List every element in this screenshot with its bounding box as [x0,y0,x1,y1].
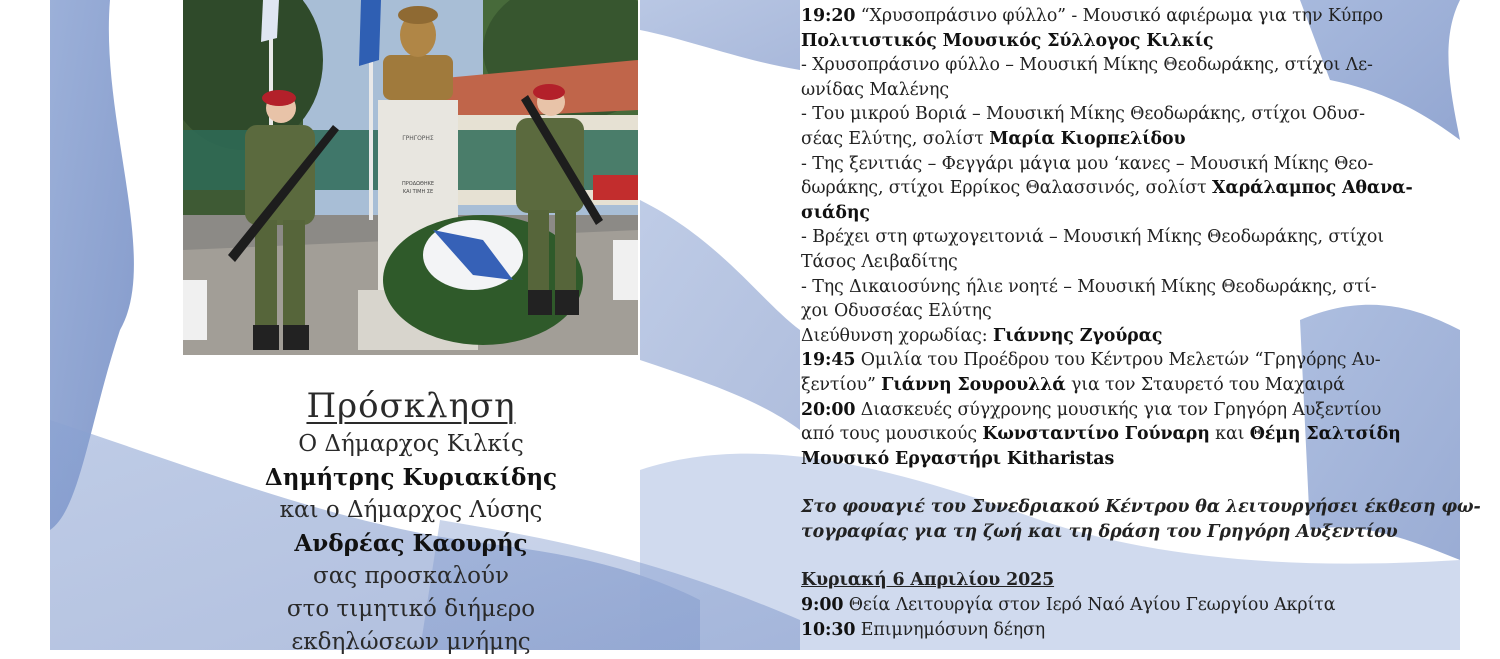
program-text: ξεντίου” [801,374,882,395]
program-line [801,152,1401,177]
program-text: δωράκης, στίχοι Ερρίκος Θαλασσινός, σολίστ [801,178,1213,199]
program-emphasis: Χαράλαμπος Αθανα- [1212,178,1413,199]
invitation-lines [236,428,586,659]
program-line [801,299,1401,324]
program-text: - Της ξενιτιάς – Φεγγάρι μάγια μου ‘κανες – Μουσική Μίκης Θεο- [801,153,1374,174]
day-heading: Κυριακή 6 Απριλίου 2025 [801,570,1055,591]
program-text: και [1209,424,1250,445]
svg-text:ΚΑΙ ΤΙΜΗ ΣΕ: ΚΑΙ ΤΙΜΗ ΣΕ [402,189,434,195]
program-text: - Χρυσοπράσινο φύλλο – Μουσική Μίκης Θεοδωράκης, στίχοι Λε- [801,55,1373,76]
program-line [801,398,1401,423]
program-emphasis: Κωνσταντίνο Γούναρη [982,424,1210,445]
program-line [801,348,1401,373]
program-text: “Χρυσοπράσινο φύλλο” - Μουσικό αφιέρωμα για την Κύπρο [855,6,1384,26]
program-line [801,4,1401,29]
program-emphasis: Γιάννης Ζγούρας [992,325,1163,346]
program-emphasis: 10:30 [801,619,856,640]
invitation-block [236,384,586,659]
program-line [801,176,1413,201]
program-line [801,618,1401,643]
program-line [801,373,1401,398]
program-line [801,201,1401,226]
program-emphasis: 19:45 [801,350,856,371]
program-line [801,593,1401,618]
program-line [801,250,1401,275]
program-text: σέας Ελύτης, σολίστ [801,128,990,149]
program-text: - Της Δικαιοσύνης ήλιε νοητέ – Μουσική Μίκης Θεοδωράκης, στί- [801,276,1377,297]
program-line [801,225,1401,250]
program-emphasis: 9:00 [801,595,844,616]
program-line [801,127,1401,152]
event-program [801,4,1481,642]
program-line [801,520,1401,545]
program-emphasis: Πολιτιστικός Μουσικός Σύλλογος Κιλκίς [801,30,1214,51]
exhibition-note: Στο φουαγιέ του Συνεδριακού Κέντρου θα λειτουργήσει έκθεση φω- [801,497,1481,518]
program-text: από τους μουσικούς [801,424,983,445]
program-line [801,324,1401,349]
program-text: Διεύθυνση χορωδίας: [801,325,993,346]
program-line [801,78,1401,103]
invitation-name: Ανδρέας Καουρής [294,530,528,557]
invitation-title: Πρόσκληση [306,386,516,426]
program-emphasis: 19:20 [801,6,856,26]
program-line [801,102,1401,127]
memorial-photo [183,0,638,355]
program-text: Τάσος Λειβαδίτης [801,251,958,272]
spacer [801,471,1401,495]
invitation-line: και ο Δήμαρχος Λύσης [279,497,543,523]
program-line [801,29,1401,54]
invitation-line: Ο Δήμαρχος Κιλκίς [298,431,524,457]
program-line [801,275,1401,300]
program-emphasis: σιάδης [801,202,870,223]
program-emphasis: Μαρία Κιορπελίδου [989,128,1186,149]
spacer [801,544,1401,568]
program-text: για τον Σταυρετό του Μαχαιρά [1065,374,1345,395]
program-emphasis: 20:00 [801,399,856,420]
program-line [801,53,1401,78]
program-text: Διασκευές σύγχρονης μουσικής για τον Γρηγόρη Αυξεντίου [855,399,1382,420]
svg-text:ΓΡΗΓΟΡΗΣ: ΓΡΗΓΟΡΗΣ [402,135,434,142]
program-line [801,568,1401,593]
invitation-line: σας προσκαλούν [313,563,509,589]
invitation-name: Δημήτρης Κυριακίδης [264,464,558,491]
program-line [801,495,1481,520]
invitation-line: εκδηλώσεων μνήμης [291,629,531,655]
program-emphasis: Μουσικό Εργαστήρι Kitharistas [801,448,1115,469]
svg-text:ΠΡΟΔΩΘΗΚΕ: ΠΡΟΔΩΘΗΚΕ [401,181,435,187]
program-text: ωνίδας Μαλένης [801,79,949,100]
program-text: Επιμνημόσυνη δέηση [855,619,1046,640]
program-text: Ομιλία του Προέδρου του Κέντρου Μελετών “Γρηγόρης Αυ- [855,350,1381,371]
program-line [801,447,1401,472]
program-text: - Του μικρού Βοριά – Μουσική Μίκης Θεοδωράκης, στίχοι Οδυσ- [801,104,1365,125]
program-text: - Βρέχει στη φτωχογειτονιά – Μουσική Μίκης Θεοδωράκης, στίχοι [801,227,1384,248]
program-emphasis: Θέμη Σαλτσίδη [1249,424,1401,445]
program-emphasis: Γιάννη Σουρουλλά [881,374,1066,395]
program-line [801,422,1401,447]
program-text: Θεία Λειτουργία στον Ιερό Ναό Αγίου Γεωργίου Ακρίτα [843,595,1336,616]
program-text: χοι Οδυσσέας Ελύτης [801,301,992,322]
exhibition-note: τογραφίας για τη ζωή και τη δράση του Γρηγόρη Αυξεντίου [801,521,1398,542]
invitation-line: στο τιμητικό διήμερο [286,596,536,622]
